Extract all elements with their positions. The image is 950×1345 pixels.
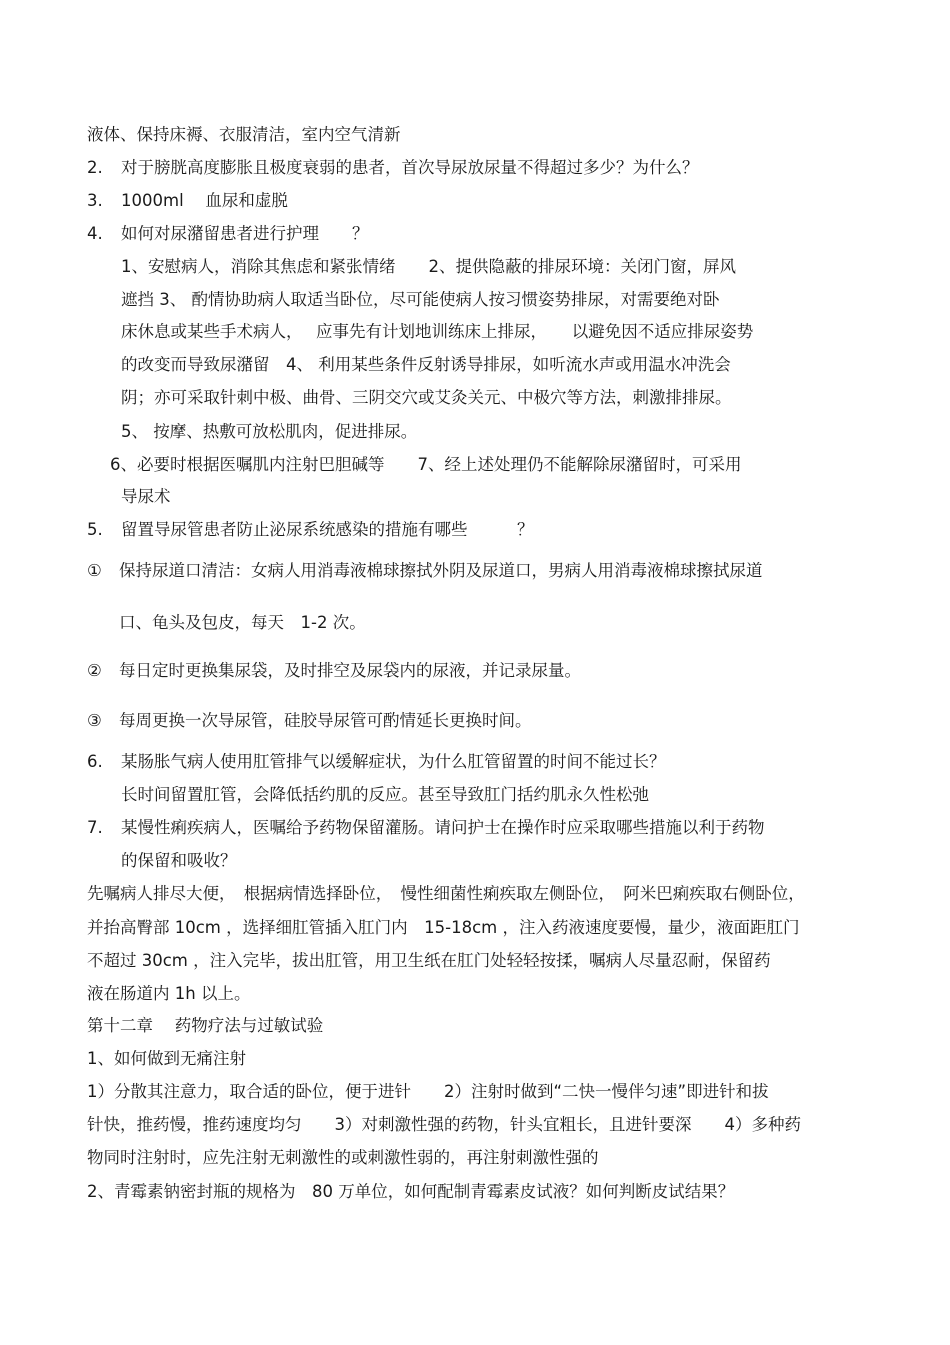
measure-3: [87, 710, 532, 732]
circled-number: ①: [87, 561, 102, 580]
circled-number: ②: [87, 661, 102, 680]
question-6: [87, 751, 666, 773]
text-line: 不超过 30cm ，注入完毕，拔出肛管，用卫生纸在肛门处轻轻按揉，嘱病人尽量忍耐，保留药: [87, 951, 771, 970]
text-line: 液在肠道内 1h 以上。: [87, 984, 251, 1003]
question-text: 如何对尿潴留患者进行护理 ？: [121, 224, 369, 243]
circled-number: ③: [87, 711, 102, 730]
measure-text: 每日定时更换集尿袋，及时排空及尿袋内的尿液，并记录尿量。: [119, 661, 581, 680]
text-line: 1、如何做到无痛注射: [87, 1049, 246, 1068]
text-line: 5、 按摩、热敷可放松肌肉，促进排尿。: [121, 422, 418, 441]
list-number: 6.: [87, 752, 103, 771]
measure-2: [87, 660, 581, 682]
question-text: 对于膀胱高度膨胀且极度衰弱的患者，首次导尿放尿量不得超过多少？为什么？: [121, 158, 699, 177]
text-line: 并抬高臀部 10cm ，选择细肛管插入肛门内 15-18cm ，注入药液速度要慢，量少，液面距肛门: [87, 918, 800, 937]
question-text: 留置导尿管患者防止泌尿系统感染的措施有哪些 ？: [121, 520, 534, 539]
question-7: [87, 817, 765, 839]
text-line: 针快，推药慢，推药速度均匀 3）对刺激性强的药物，针头宜粗长，且进针要深 4）多种药: [87, 1115, 801, 1134]
text-line: 先嘱病人排尽大便， 根据病情选择卧位， 慢性细菌性痢疾取左侧卧位， 阿米巴痢疾取右侧卧位，: [87, 884, 805, 903]
answer-text: 1000ml 血尿和虚脱: [121, 191, 288, 210]
answer-3: [87, 190, 288, 212]
question-text: 某肠胀气病人使用肛管排气以缓解症状，为什么肛管留置的时间不能过长？: [121, 752, 666, 771]
question-2: [87, 157, 699, 179]
list-number: 5.: [87, 520, 103, 539]
measure-1: [87, 560, 763, 582]
question-text: 某慢性痢疾病人，医嘱给予药物保留灌肠。请问护士在操作时应采取哪些措施以利于药物: [121, 818, 765, 837]
question-5: [87, 519, 534, 541]
text-line: 物同时注射时，应先注射无刺激性的或刺激性弱的，再注射刺激性强的: [87, 1148, 599, 1167]
text-line: 长时间留置肛管，会降低括约肌的反应。甚至导致肛门括约肌永久性松弛: [121, 785, 649, 804]
text-line: 床休息或某些手术病人， 应事先有计划地训练床上排尿， 以避免因不适应排尿姿势: [121, 322, 754, 341]
text-line: 阴；亦可采取针刺中极、曲骨、三阴交穴或艾灸关元、中极穴等方法，刺激排排尿。: [121, 388, 732, 407]
text-line: 遮挡 3、 酌情协助病人取适当卧位，尽可能使病人按习惯姿势排尿，对需要绝对卧: [121, 290, 720, 309]
text-line: 的改变而导致尿潴留 4、 利用某些条件反射诱导排尿，如听流水声或用温水冲洗会: [121, 355, 731, 374]
question-4: [87, 223, 369, 245]
text-line: 1、安慰病人，消除其焦虑和紧张情绪 2、提供隐蔽的排尿环境：关闭门窗，屏风: [121, 257, 736, 276]
chapter-heading: 第十二章 药物疗法与过敏试验: [87, 1016, 324, 1035]
list-number: 2.: [87, 158, 103, 177]
text-line: 6、必要时根据医嘱肌内注射巴胆碱等 7、经上述处理仍不能解除尿潴留时，可采用: [110, 455, 742, 474]
measure-text: 每周更换一次导尿管，硅胶导尿管可酌情延长更换时间。: [119, 711, 532, 730]
text-line: 2、青霉素钠密封瓶的规格为 80 万单位，如何配制青霉素皮试液？如何判断皮试结果？: [87, 1182, 735, 1201]
measure-text: 保持尿道口清洁：女病人用消毒液棉球擦拭外阴及尿道口，男病人用消毒液棉球擦拭尿道: [119, 561, 763, 580]
list-number: 4.: [87, 224, 103, 243]
text-line: 1）分散其注意力，取合适的卧位，便于进针 2）注射时做到“二快一慢伴匀速”即进针和拔: [87, 1082, 769, 1101]
text-line: 导尿术: [121, 487, 171, 506]
text-line: 液体、保持床褥、衣服清洁，室内空气清新: [87, 125, 401, 144]
text-line: 的保留和吸收？: [121, 851, 237, 870]
list-number: 3.: [87, 191, 103, 210]
text-line: 口、龟头及包皮，每天 1-2 次。: [119, 613, 366, 632]
list-number: 7.: [87, 818, 103, 837]
